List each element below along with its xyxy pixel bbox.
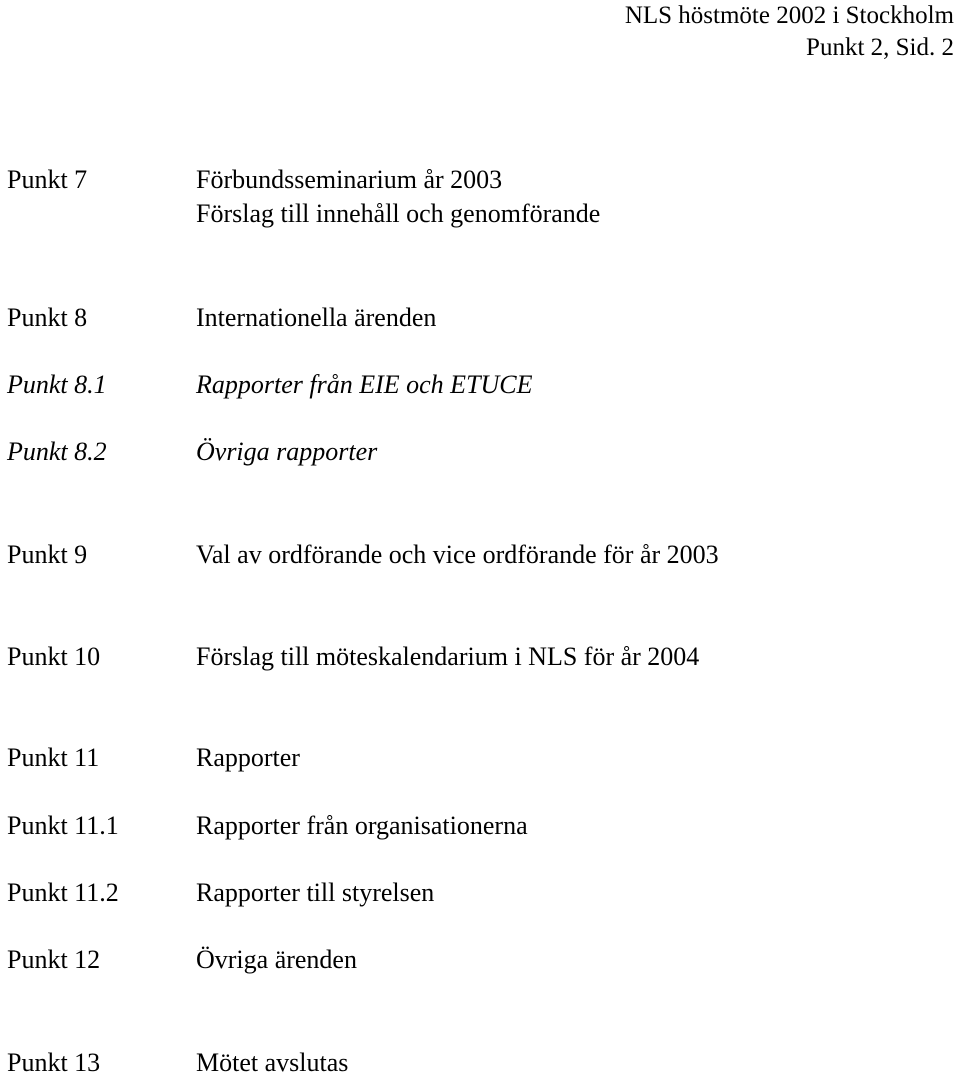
meeting-name: NLS höstmöte 2002 i Stockholm [624,2,954,29]
agenda-title: Rapporter till styrelsen [196,878,435,907]
agenda-number: Punkt 8.1 [7,370,107,399]
agenda-title: Övriga rapporter [196,437,378,466]
agenda-number: Punkt 12 [7,945,101,974]
agenda-number: Punkt 8.2 [7,437,107,466]
agenda-number: Punkt 11.1 [7,811,119,840]
agenda-subtitle-line: Förslag till innehåll och genomförande [196,199,601,228]
agenda-number: Punkt 10 [7,642,101,671]
page-reference: Punkt 2, Sid. 2 [806,34,954,61]
agenda-number: Punkt 11.2 [7,878,119,907]
agenda-title: Övriga ärenden [196,945,357,974]
agenda-title: Val av ordförande och vice ordförande för år 2003 [196,540,719,569]
agenda-number: Punkt 8 [7,303,88,332]
agenda-title-line: Förbundsseminarium år 2003 [196,165,503,194]
agenda-number: Punkt 9 [7,540,88,569]
agenda-title: Rapporter [196,743,300,772]
agenda-title: Förslag till möteskalendarium i NLS för år 2004 [196,642,700,671]
agenda-title: Internationella ärenden [196,303,437,332]
agenda-number: Punkt 13 [7,1048,101,1077]
agenda-number: Punkt 11 [7,743,100,772]
page-header [554,0,954,64]
agenda-title: Rapporter från EIE och ETUCE [196,370,533,399]
agenda-title [196,163,600,231]
agenda-number: Punkt 7 [7,165,88,194]
agenda-title: Rapporter från organisationerna [196,811,528,840]
agenda-title: Mötet avslutas [196,1048,349,1077]
